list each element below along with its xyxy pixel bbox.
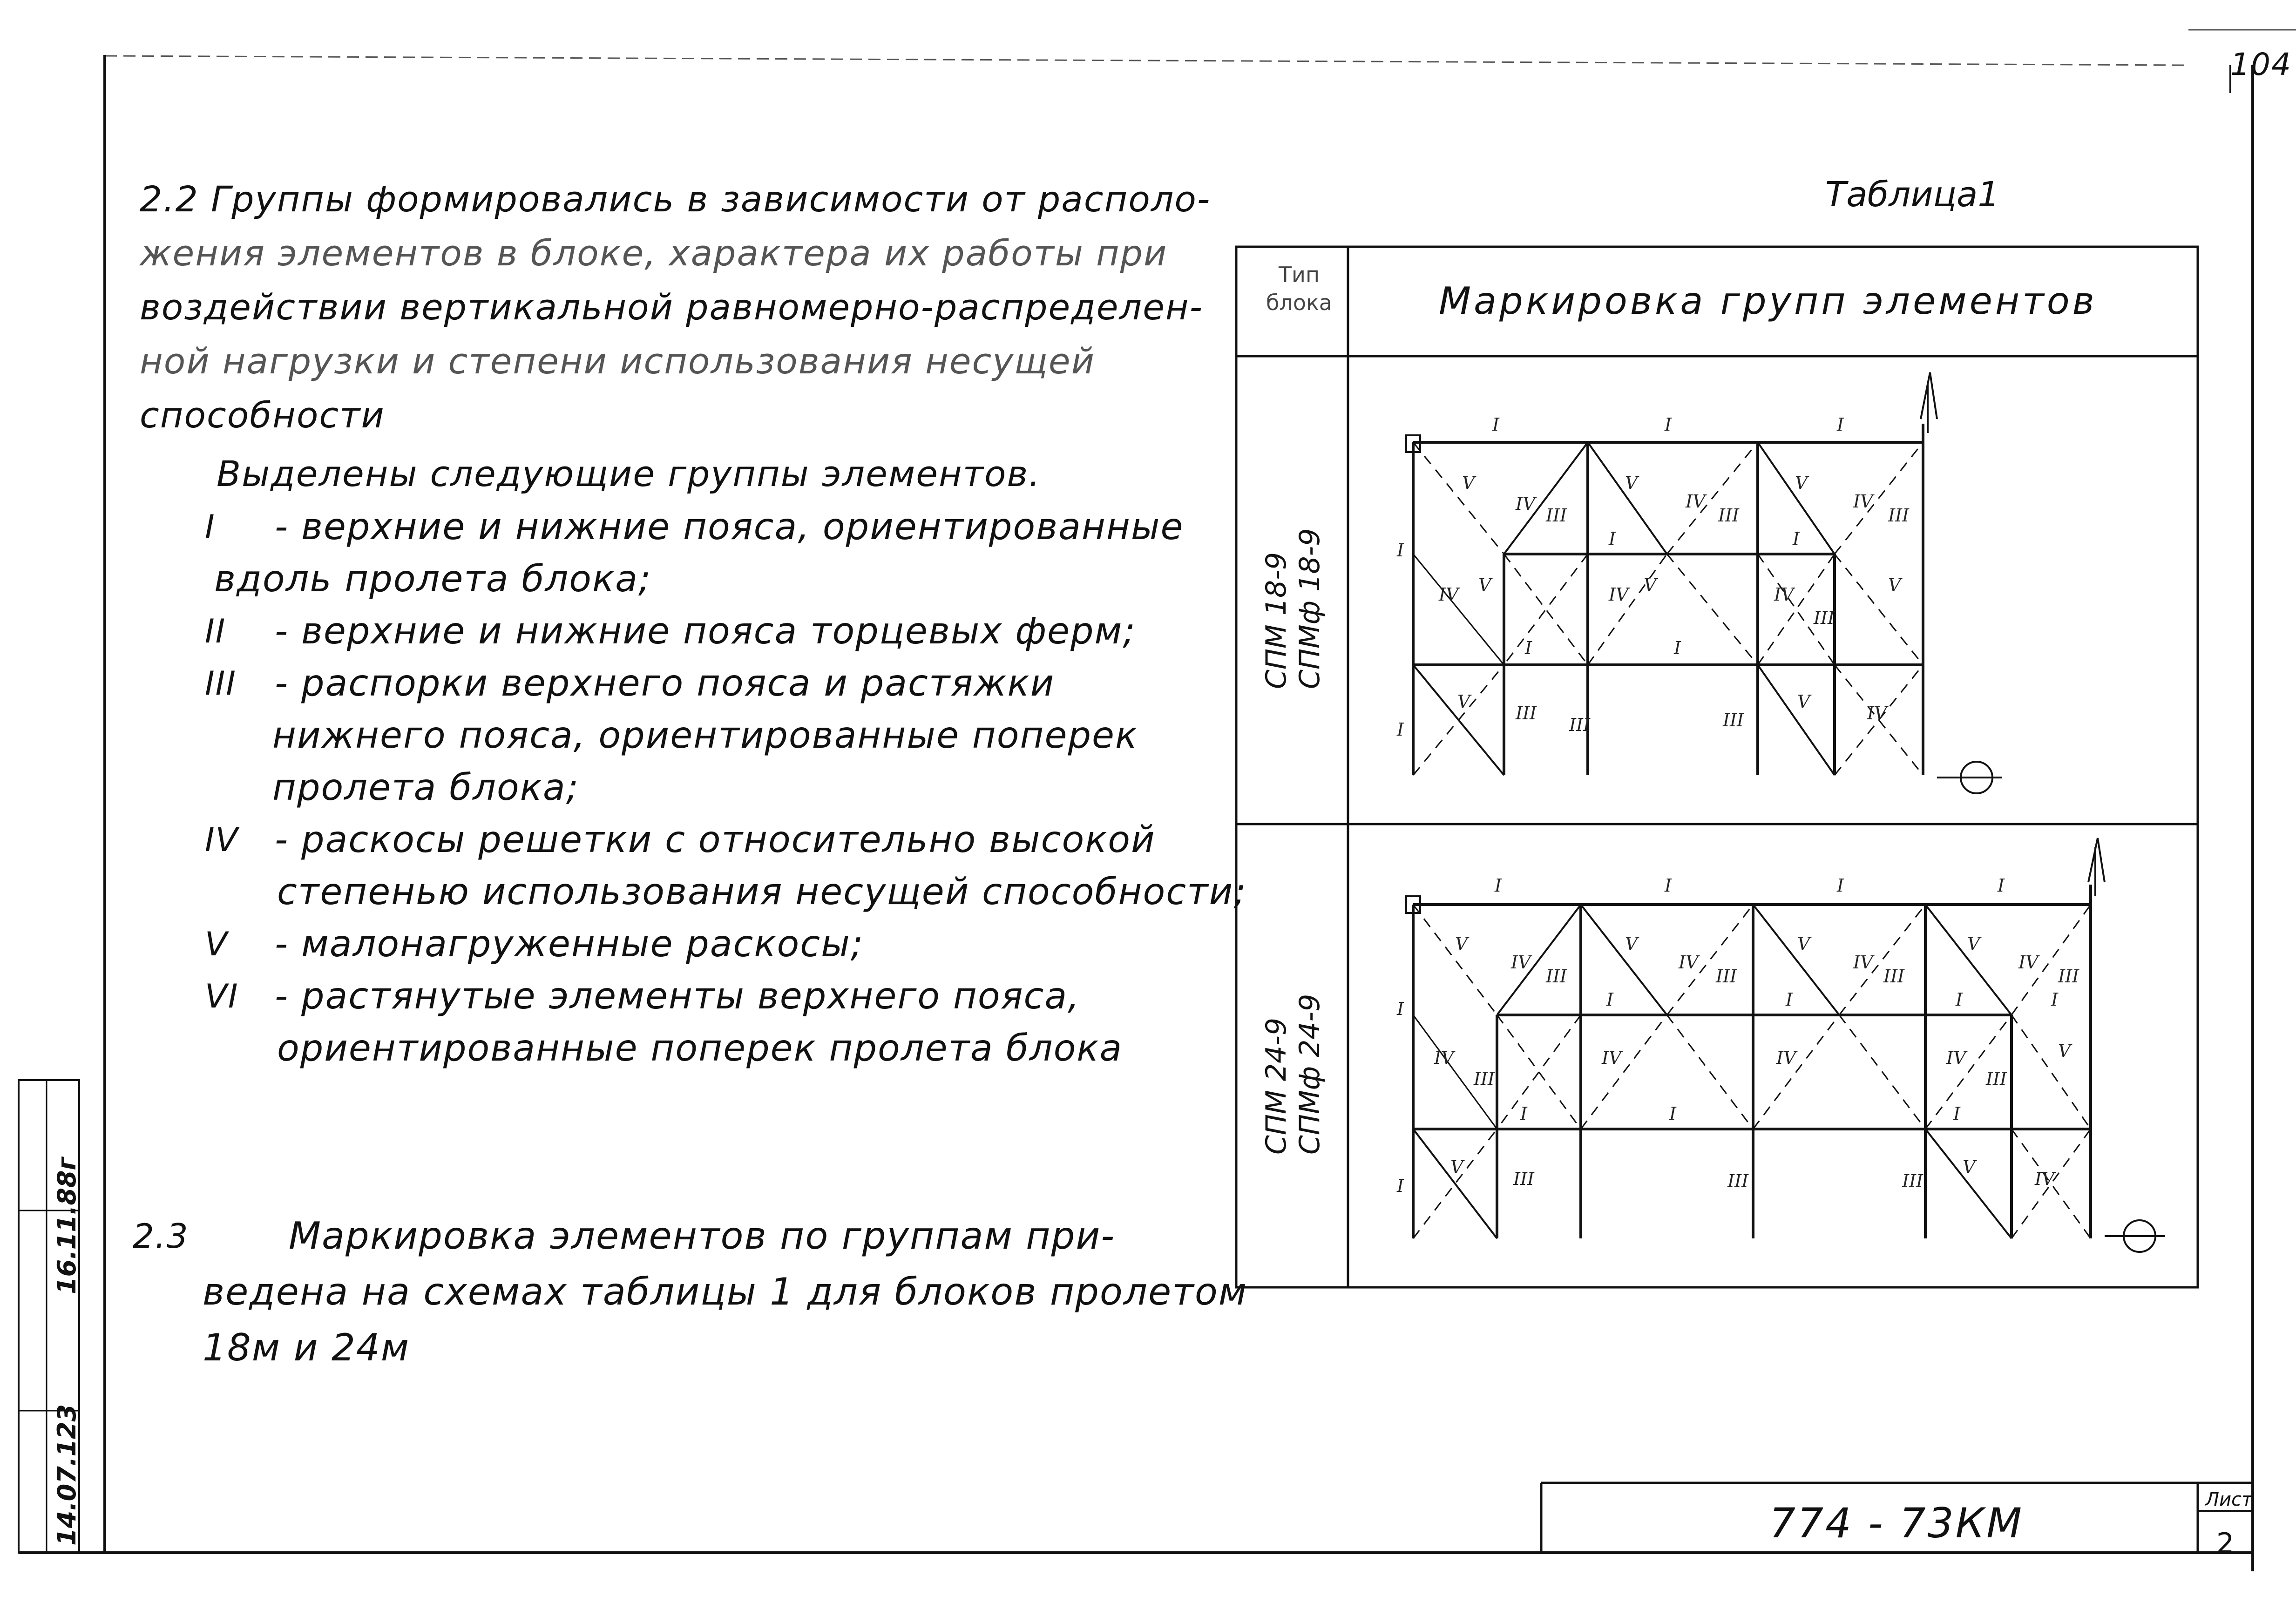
paragraph-line: Маркировка элементов по группам при- [289, 1214, 1116, 1258]
svg-text:III: III [1986, 1068, 2007, 1089]
svg-text:I: I [1397, 540, 1404, 561]
svg-text:III: III [1902, 1171, 1923, 1191]
svg-text:I: I [1606, 989, 1614, 1010]
svg-text:V: V [1455, 933, 1468, 954]
svg-text:III: III [1883, 966, 1905, 987]
svg-text:V: V [1478, 575, 1491, 595]
svg-text:I: I [1793, 528, 1800, 549]
svg-text:V: V [1967, 933, 1980, 954]
svg-text:III: III [2058, 966, 2079, 987]
svg-text:IV: IV [1853, 491, 1873, 512]
svg-text:I: I [1665, 414, 1672, 435]
svg-text:I: I [1837, 414, 1844, 435]
svg-text:IV: IV [1439, 584, 1459, 605]
svg-text:I: I [1786, 989, 1793, 1010]
paragraph-line: 18м и 24м [203, 1326, 410, 1369]
group-item-1 [205, 501, 1247, 605]
sheet-number: 2 [2216, 1527, 2235, 1560]
group-text: - верхние и нижние пояса торцевых ферм; [275, 610, 1136, 652]
row-label-24m [1260, 994, 1327, 1155]
paragraph-2-3 [133, 1208, 1247, 1376]
group-item-4 [205, 814, 1247, 918]
group-text: ориентированные поперек пролета блока [277, 1028, 1123, 1069]
svg-text:IV: IV [1434, 1048, 1454, 1068]
svg-text:IV: IV [1853, 952, 1873, 973]
svg-text:I: I [1397, 719, 1404, 740]
group-text: степенью использования несущей способности; [277, 871, 1247, 913]
svg-text:V: V [1888, 575, 1901, 595]
sheet-label: Лист [2205, 1489, 2253, 1510]
svg-text:V: V [1625, 933, 1638, 954]
group-number: VI [205, 977, 239, 1015]
svg-text:IV: IV [1679, 952, 1699, 973]
svg-text:III: III [1814, 608, 1835, 628]
scheme-24m [1406, 838, 2165, 1252]
paragraph-line: способности [140, 394, 385, 436]
group-text: - малонагруженные раскосы; [275, 923, 864, 965]
group-text: нижнего пояса, ориентированные поперек [272, 715, 1138, 757]
svg-text:III: III [1569, 715, 1591, 735]
group-number: IV [205, 821, 239, 859]
groups-list [205, 447, 1247, 1075]
svg-text:IV: IV [1511, 952, 1531, 973]
svg-text:I: I [1669, 1103, 1677, 1124]
svg-text:IV: IV [1609, 584, 1629, 605]
svg-text:IV: IV [1602, 1048, 1622, 1068]
group-number: I [205, 508, 216, 546]
svg-text:I: I [1609, 528, 1616, 549]
paragraph-line: 2.2 Группы формировались в зависимости от располо- [140, 178, 1211, 220]
row-label-18m [1260, 528, 1327, 689]
row-label-line: СПМф 24-9 [1294, 994, 1326, 1155]
svg-text:III: III [1474, 1068, 1495, 1089]
table-caption: Таблица1 [1825, 175, 2000, 215]
svg-text:V: V [1450, 1157, 1463, 1177]
group-text: - распорки верхнего пояса и растяжки [275, 663, 1055, 704]
row-label-line: СПМ 24-9 [1260, 1017, 1293, 1155]
paragraph-line: ной нагрузки и степени использования несущей [140, 340, 1095, 382]
group-number: V [205, 925, 228, 963]
scheme-18m-marks [1396, 414, 1910, 740]
svg-text:IV: IV [1867, 703, 1887, 724]
svg-text:V: V [1795, 473, 1808, 493]
svg-text:V: V [1963, 1157, 1976, 1177]
group-number: II [205, 612, 226, 650]
svg-text:V: V [1625, 473, 1638, 493]
document-number: 774 - 73КМ [1769, 1499, 2024, 1547]
stamp-date: 16.11.88г [52, 1157, 81, 1294]
svg-text:I: I [1837, 875, 1844, 896]
svg-text:IV: IV [2035, 1169, 2055, 1189]
group-text: пролета блока; [272, 767, 579, 809]
svg-text:IV: IV [1686, 491, 1706, 512]
group-text: - раскосы решетки с относительно высокой [275, 819, 1156, 861]
group-item-2 [205, 605, 1247, 657]
group-item-6 [205, 970, 1247, 1075]
group-text: - растянутые элементы верхнего пояса, [275, 975, 1080, 1017]
header-line: Тип [1278, 262, 1320, 287]
svg-text:V: V [1644, 575, 1657, 595]
page-number: 104 [2230, 47, 2292, 82]
table-header-type [1248, 261, 1350, 317]
paragraph-line: жения элементов в блоке, характера их работы при [140, 232, 1168, 274]
section-number: 2.3 [133, 1217, 189, 1256]
svg-text:V: V [1457, 691, 1470, 712]
svg-text:I: I [1397, 1176, 1404, 1196]
svg-text:IV: IV [1774, 584, 1794, 605]
header-line: блока [1266, 290, 1332, 315]
svg-text:IV: IV [2018, 952, 2039, 973]
svg-text:III: III [1727, 1171, 1749, 1191]
svg-text:I: I [1492, 414, 1500, 435]
row-label-line: СПМф 18-9 [1294, 528, 1326, 689]
scheme-18m [1406, 372, 2002, 793]
paragraph-line: воздействии вертикальной равномерно-распределен- [140, 286, 1204, 328]
svg-text:I: I [1525, 638, 1532, 658]
svg-text:III: III [1718, 505, 1740, 526]
svg-text:IV: IV [1516, 494, 1536, 514]
table-header-marking: Маркировка групп элементов [1439, 279, 2097, 323]
groups-intro: Выделены следующие группы элементов. [217, 453, 1041, 494]
svg-text:I: I [1998, 875, 2005, 896]
svg-text:I: I [1520, 1103, 1528, 1124]
row-label-line: СПМ 18-9 [1260, 552, 1293, 689]
svg-text:I: I [1397, 999, 1404, 1019]
svg-text:I: I [1674, 638, 1681, 658]
svg-text:V: V [1797, 933, 1810, 954]
svg-text:I: I [2051, 989, 2059, 1010]
svg-text:IV: IV [1946, 1048, 1966, 1068]
svg-text:III: III [1716, 966, 1737, 987]
svg-text:I: I [1495, 875, 1502, 896]
paragraph-2-2 [140, 172, 1211, 442]
svg-text:IV: IV [1776, 1048, 1796, 1068]
svg-text:I: I [1956, 989, 1963, 1010]
group-number: III [205, 664, 237, 703]
group-text: - верхние и нижние пояса, ориентированные [275, 506, 1184, 548]
svg-text:I: I [1953, 1103, 1961, 1124]
svg-text:III: III [1513, 1169, 1535, 1189]
group-text: вдоль пролета блока; [214, 558, 652, 600]
group-item-5 [205, 918, 1247, 970]
paragraph-line: ведена на схемах таблицы 1 для блоков пролетом [203, 1270, 1248, 1313]
svg-text:III: III [1546, 505, 1567, 526]
svg-text:V: V [1462, 473, 1475, 493]
stamp-inv-number: 14.07.123 [52, 1404, 81, 1546]
svg-text:V: V [2058, 1041, 2071, 1061]
svg-text:III: III [1888, 505, 1910, 526]
svg-text:V: V [1797, 691, 1810, 712]
svg-text:I: I [1665, 875, 1672, 896]
svg-text:III: III [1546, 966, 1567, 987]
svg-text:III: III [1723, 710, 1744, 730]
svg-text:III: III [1516, 703, 1537, 724]
group-item-3 [205, 657, 1247, 814]
